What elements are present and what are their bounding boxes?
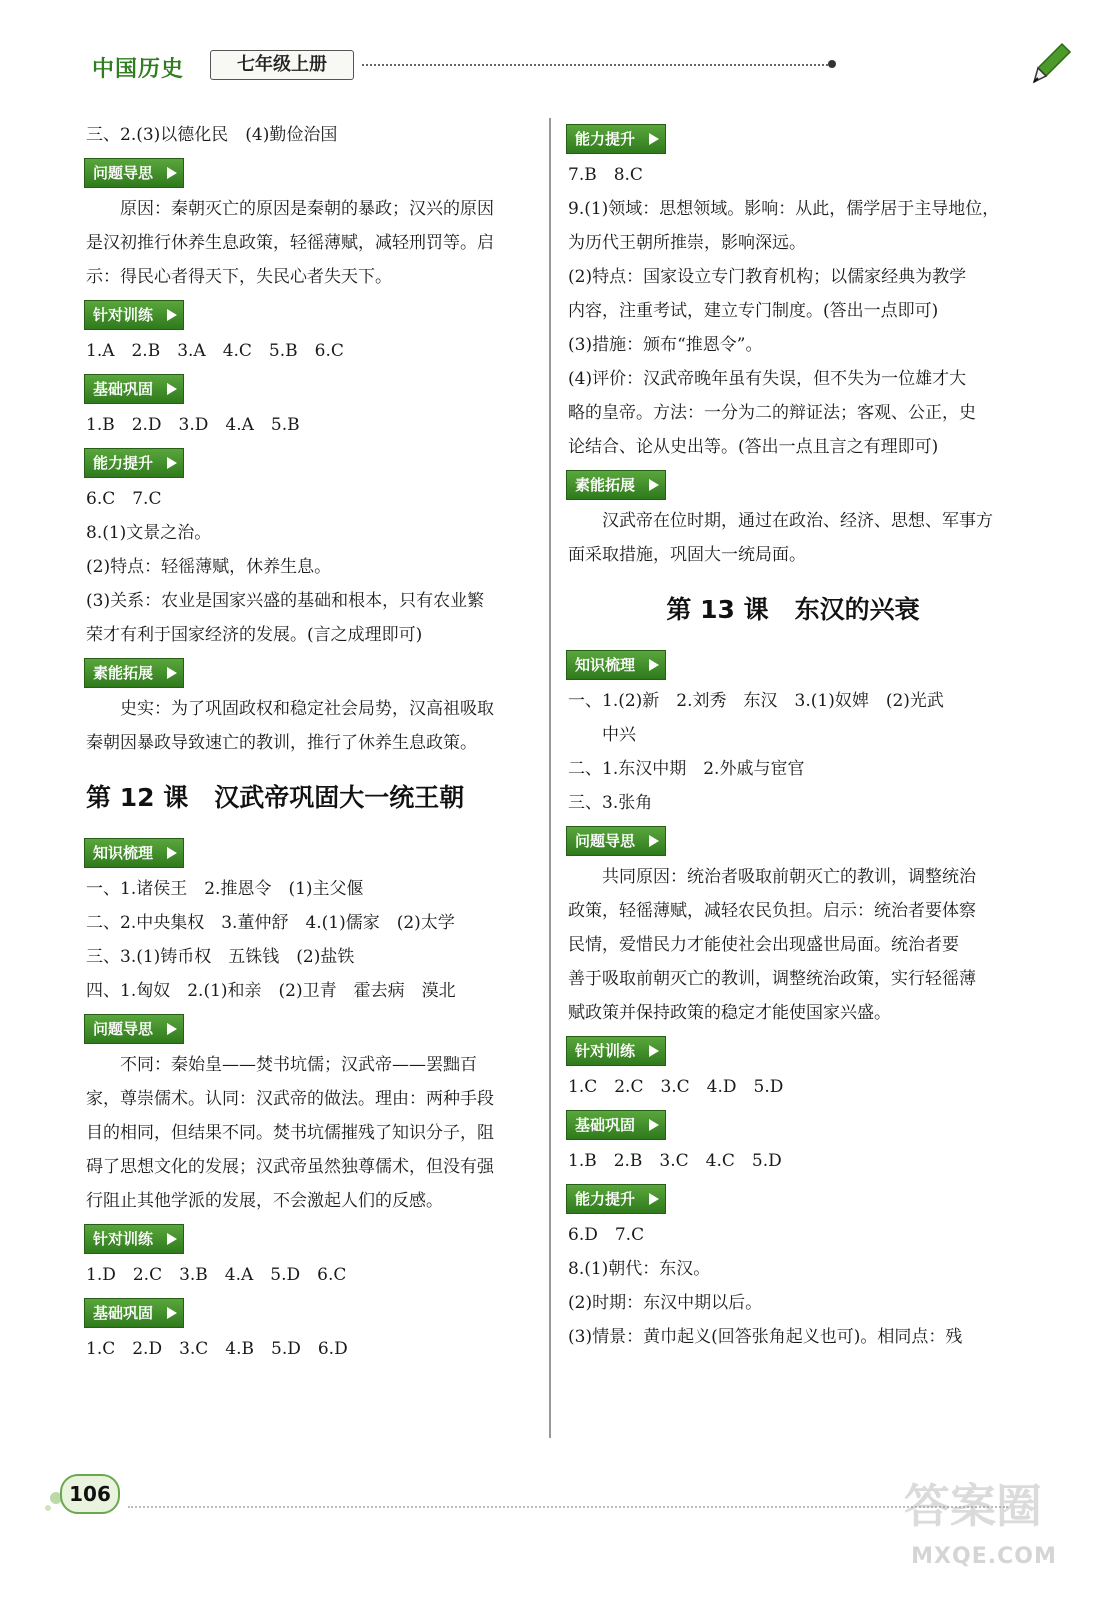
section-label bbox=[566, 826, 666, 856]
answer-line: 8.(1)朝代：东汉。 bbox=[568, 1259, 711, 1279]
section-label bbox=[566, 124, 666, 154]
play-arrow-icon bbox=[167, 457, 177, 469]
play-arrow-icon bbox=[167, 1023, 177, 1035]
section-label-text: 知识梳理 bbox=[575, 656, 636, 674]
play-arrow-icon bbox=[167, 383, 177, 395]
lesson-name: 汉武帝巩固大一统王朝 bbox=[214, 783, 465, 812]
paragraph-line: 是汉初推行休养生息政策，轻徭薄赋，减轻刑罚等。启 bbox=[86, 233, 494, 253]
watermark-logo: 答案圈 bbox=[904, 1479, 1042, 1533]
paragraph-line: 原因：秦朝灭亡的原因是秦朝的暴政；汉兴的原因 bbox=[120, 199, 494, 219]
answer-line: 二、1.东汉中期 2.外戚与宦官 bbox=[568, 759, 805, 779]
play-arrow-icon bbox=[167, 1233, 177, 1245]
answer-line: 1.C 2.C 3.C 4.D 5.D bbox=[568, 1077, 784, 1097]
answer-line: (2)特点：国家设立专门教育机构；以儒家经典为教学 bbox=[568, 267, 967, 287]
page-number: 106 bbox=[60, 1474, 120, 1514]
section-label bbox=[566, 1184, 666, 1214]
answer-line: (2)特点：轻徭薄赋，休养生息。 bbox=[86, 557, 332, 577]
right-column bbox=[568, 118, 1018, 1354]
answer-line: (3)关系：农业是国家兴盛的基础和根本，只有农业繁 bbox=[86, 591, 485, 611]
answer-line: 三、2.(3)以德化民 (4)勤俭治国 bbox=[86, 125, 338, 145]
answer-line: 略的皇帝。方法：一分为二的辩证法；客观、公正，史 bbox=[568, 403, 976, 423]
section-label bbox=[566, 650, 666, 680]
section-label bbox=[84, 448, 184, 478]
section-label bbox=[84, 158, 184, 188]
answer-line: (2)时期：东汉中期以后。 bbox=[568, 1293, 763, 1313]
paragraph-line: 行阻止其他学派的发展，不会激起人们的反感。 bbox=[86, 1191, 443, 1211]
section-label-text: 问题导思 bbox=[93, 1020, 154, 1038]
play-arrow-icon bbox=[167, 167, 177, 179]
section-label bbox=[566, 1036, 666, 1066]
section-label-text: 基础巩固 bbox=[93, 380, 154, 398]
answer-line: 1.B 2.D 3.D 4.A 5.B bbox=[86, 415, 300, 435]
pen-icon bbox=[1032, 42, 1072, 86]
play-arrow-icon bbox=[649, 1193, 659, 1205]
lesson-title bbox=[86, 778, 536, 818]
answer-line: 一、1.诸侯王 2.推恩令 (1)主父偃 bbox=[86, 879, 364, 899]
answer-line: 1.D 2.C 3.B 4.A 5.D 6.C bbox=[86, 1265, 347, 1285]
paragraph-line: 家，尊崇儒术。认同：汉武帝的做法。理由：两种手段 bbox=[86, 1089, 494, 1109]
paragraph-line: 秦朝因暴政导致速亡的教训，推行了休养生息政策。 bbox=[86, 733, 477, 753]
answer-line: 一、1.(2)新 2.刘秀 东汉 3.(1)奴婢 (2)光武 bbox=[568, 691, 944, 711]
paragraph-line: 善于吸取前朝灭亡的教训，调整统治政策，实行轻徭薄 bbox=[568, 969, 976, 989]
section-label bbox=[566, 470, 666, 500]
watermark-text: MXQE.COM bbox=[911, 1544, 1057, 1569]
answer-line: (3)措施：颁布“推恩令”。 bbox=[568, 335, 763, 355]
page-header bbox=[80, 48, 1070, 84]
play-arrow-icon bbox=[167, 309, 177, 321]
answer-line: 7.B 8.C bbox=[568, 165, 643, 185]
paragraph-line: 示：得民心者得天下，失民心者失天下。 bbox=[86, 267, 392, 287]
section-label-text: 针对训练 bbox=[575, 1042, 636, 1060]
paragraph-line: 汉武帝在位时期，通过在政治、经济、思想、军事方 bbox=[602, 511, 993, 531]
play-arrow-icon bbox=[167, 667, 177, 679]
answer-line: 中兴 bbox=[602, 725, 636, 745]
section-label bbox=[84, 1224, 184, 1254]
answer-line: 9.(1)领域：思想领域。影响：从此，儒学居于主导地位， bbox=[568, 199, 1000, 219]
answer-line: 三、3.(1)铸币权 五铢钱 (2)盐铁 bbox=[86, 947, 355, 967]
answer-line: 6.C 7.C bbox=[86, 489, 162, 509]
column-divider bbox=[549, 118, 551, 1438]
left-column bbox=[86, 118, 536, 1366]
play-arrow-icon bbox=[649, 133, 659, 145]
section-label-text: 问题导思 bbox=[93, 164, 154, 182]
answer-line: (3)情景：黄巾起义(回答张角起义也可)。相同点：残 bbox=[568, 1327, 963, 1347]
answer-line: 内容，注重考试，建立专门制度。(答出一点即可) bbox=[568, 301, 939, 321]
answer-line: 1.C 2.D 3.C 4.B 5.D 6.D bbox=[86, 1339, 348, 1359]
play-arrow-icon bbox=[649, 659, 659, 671]
section-label-text: 能力提升 bbox=[575, 130, 636, 148]
answer-line: 1.A 2.B 3.A 4.C 5.B 6.C bbox=[86, 341, 344, 361]
answer-line: 6.D 7.C bbox=[568, 1225, 645, 1245]
answer-line: 荣才有利于国家经济的发展。(言之成理即可) bbox=[86, 625, 423, 645]
answer-line: 8.(1)文景之治。 bbox=[86, 523, 212, 543]
paragraph-line: 面采取措施，巩固大一统局面。 bbox=[568, 545, 806, 565]
lesson-name: 东汉的兴衰 bbox=[794, 595, 920, 624]
header-dot bbox=[828, 60, 836, 68]
play-arrow-icon bbox=[649, 479, 659, 491]
paragraph-line: 民情，爱惜民力才能使社会出现盛世局面。统治者要 bbox=[568, 935, 959, 955]
section-label-text: 问题导思 bbox=[575, 832, 636, 850]
paragraph-line: 赋政策并保持政策的稳定才能使国家兴盛。 bbox=[568, 1003, 891, 1023]
answer-line: 1.B 2.B 3.C 4.C 5.D bbox=[568, 1151, 782, 1171]
lesson-title bbox=[568, 590, 1018, 630]
grade-badge: 七年级上册 bbox=[210, 50, 354, 80]
section-label bbox=[84, 374, 184, 404]
section-label-text: 基础巩固 bbox=[575, 1116, 636, 1134]
paragraph-line: 目的相同，但结果不同。焚书坑儒摧残了知识分子，阻 bbox=[86, 1123, 494, 1143]
section-label-text: 素能拓展 bbox=[575, 476, 636, 494]
play-arrow-icon bbox=[649, 835, 659, 847]
section-label bbox=[84, 300, 184, 330]
answer-line: (4)评价：汉武帝晚年虽有失误，但不失为一位雄才大 bbox=[568, 369, 967, 389]
watermark bbox=[894, 1460, 1074, 1580]
answer-line: 为历代王朝所推崇，影响深远。 bbox=[568, 233, 806, 253]
play-arrow-icon bbox=[167, 847, 177, 859]
paragraph-line: 共同原因：统治者吸取前朝灭亡的教训，调整统治 bbox=[602, 867, 976, 887]
play-arrow-icon bbox=[649, 1119, 659, 1131]
lesson-number: 第 12 课 bbox=[86, 783, 189, 812]
lesson-number: 第 13 课 bbox=[666, 595, 769, 624]
section-label bbox=[84, 1298, 184, 1328]
section-label-text: 针对训练 bbox=[93, 1230, 154, 1248]
subject-title: 中国历史 bbox=[92, 57, 185, 82]
answer-line: 二、2.中央集权 3.董仲舒 4.(1)儒家 (2)太学 bbox=[86, 913, 455, 933]
paragraph-line: 史实：为了巩固政权和稳定社会局势，汉高祖吸取 bbox=[120, 699, 494, 719]
paragraph-line: 政策，轻徭薄赋，减轻农民负担。启示：统治者要体察 bbox=[568, 901, 976, 921]
answer-line: 三、3.张角 bbox=[568, 793, 653, 813]
section-label-text: 能力提升 bbox=[93, 454, 154, 472]
section-label bbox=[84, 838, 184, 868]
section-label-text: 素能拓展 bbox=[93, 664, 154, 682]
play-arrow-icon bbox=[649, 1045, 659, 1057]
section-label bbox=[84, 1014, 184, 1044]
section-label-text: 知识梳理 bbox=[93, 844, 154, 862]
header-dotted-rule bbox=[362, 64, 832, 66]
footer-dotted-rule bbox=[128, 1506, 1008, 1508]
section-label bbox=[566, 1110, 666, 1140]
answer-line: 四、1.匈奴 2.(1)和亲 (2)卫青 霍去病 漠北 bbox=[86, 981, 456, 1001]
section-label-text: 针对训练 bbox=[93, 306, 154, 324]
section-label bbox=[84, 658, 184, 688]
section-label-text: 基础巩固 bbox=[93, 1304, 154, 1322]
play-arrow-icon bbox=[167, 1307, 177, 1319]
answer-line: 论结合、论从史出等。(答出一点且言之有理即可) bbox=[568, 437, 939, 457]
paragraph-line: 不同：秦始皇——焚书坑儒；汉武帝——罢黜百 bbox=[120, 1055, 477, 1075]
paragraph-line: 碍了思想文化的发展；汉武帝虽然独尊儒术，但没有强 bbox=[86, 1157, 494, 1177]
section-label-text: 能力提升 bbox=[575, 1190, 636, 1208]
